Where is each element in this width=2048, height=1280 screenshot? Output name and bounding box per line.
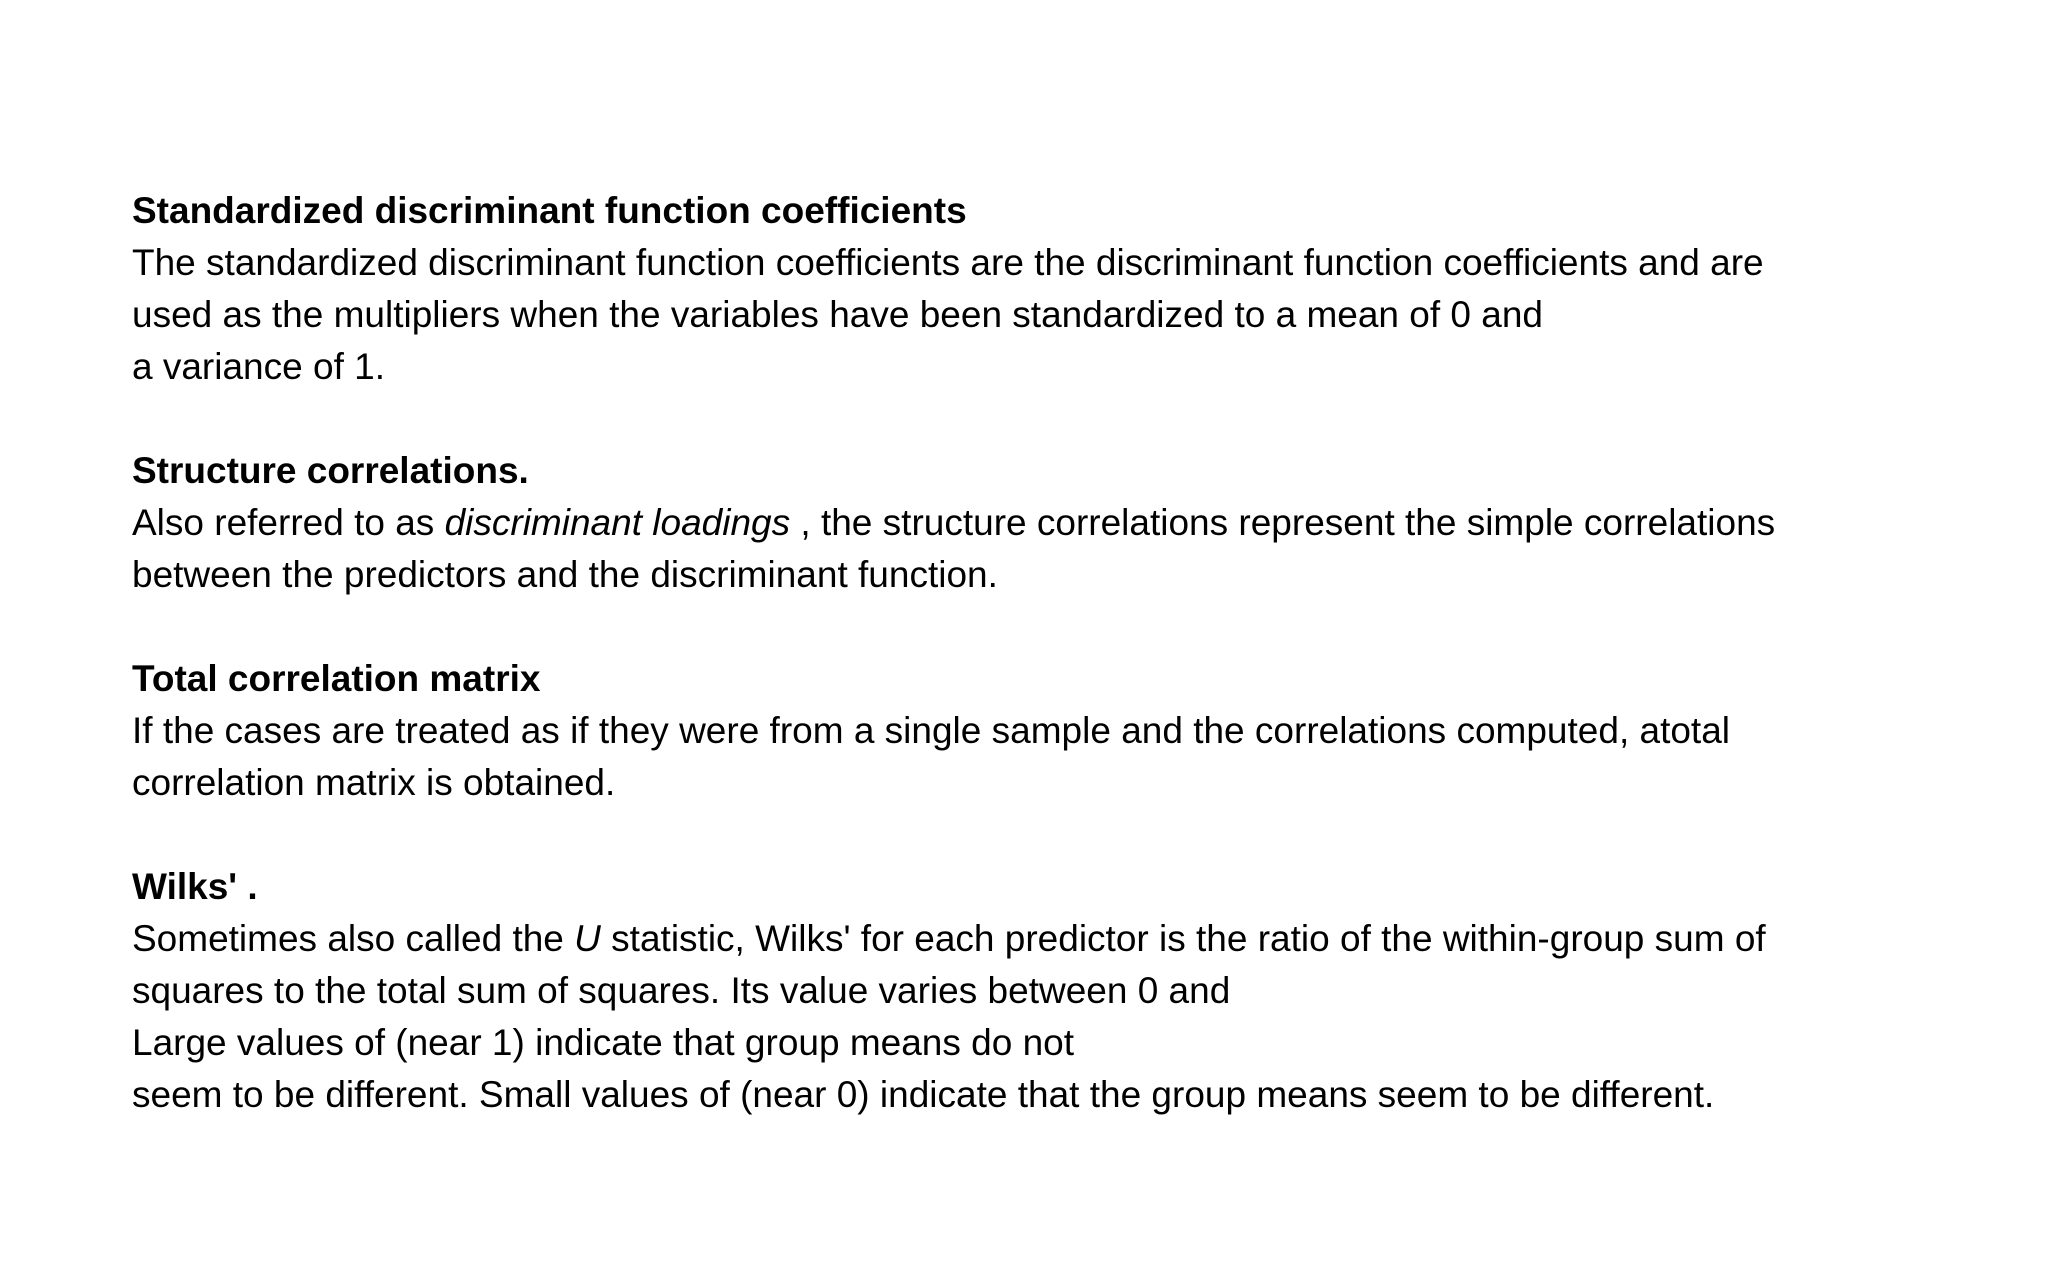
italic-term: U xyxy=(574,918,601,959)
paragraph-line: If the cases are treated as if they were from a single sample and the correlations computed, atotal xyxy=(132,710,1731,751)
paragraph-line xyxy=(132,913,1992,965)
section-heading: Standardized discriminant function coefficients xyxy=(132,190,967,231)
paragraph-line: seem to be different. Small values of (near 0) indicate that the group means seem to be different. xyxy=(132,1074,1715,1115)
paragraph-line: Large values of (near 1) indicate that group means do not xyxy=(132,1022,1075,1063)
text-run: Sometimes also called the xyxy=(132,918,575,959)
section-standardized-coefficients xyxy=(132,185,1992,393)
paragraph-line: The standardized discriminant function coefficients are the discriminant function coefficients and are xyxy=(132,242,1764,283)
italic-term: discriminant loadings xyxy=(444,502,791,543)
section-structure-correlations xyxy=(132,445,1992,601)
section-heading: Structure correlations. xyxy=(132,450,529,491)
section-wilks-lambda xyxy=(132,861,1992,1121)
text-run: Also referred to as xyxy=(132,502,445,543)
paragraph-line xyxy=(132,497,1992,549)
text-run: statistic, Wilks' for each predictor is the ratio of the within-group sum of xyxy=(600,918,1766,959)
section-heading: Wilks' . xyxy=(132,866,258,907)
section-heading: Total correlation matrix xyxy=(132,658,541,699)
paragraph-line: a variance of 1. xyxy=(132,346,385,387)
section-total-correlation-matrix xyxy=(132,653,1992,809)
paragraph-line: squares to the total sum of squares. Its value varies between 0 and xyxy=(132,970,1231,1011)
paragraph-line: correlation matrix is obtained. xyxy=(132,762,616,803)
paragraph-line: between the predictors and the discriminant function. xyxy=(132,554,998,595)
slide-body xyxy=(132,185,1992,1121)
text-run: , the structure correlations represent the simple correlations xyxy=(790,502,1776,543)
paragraph-line: used as the multipliers when the variables have been standardized to a mean of 0 and xyxy=(132,294,1544,335)
